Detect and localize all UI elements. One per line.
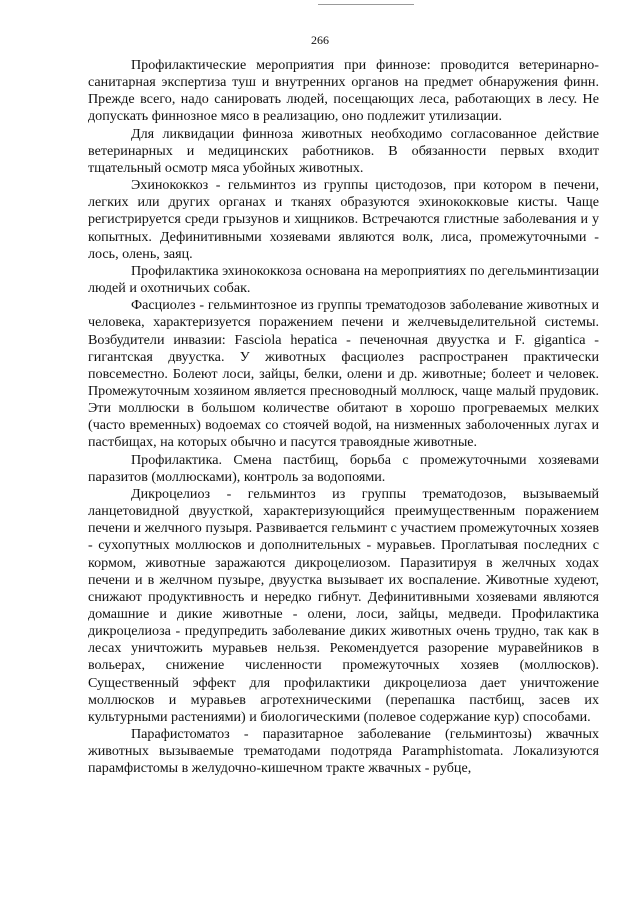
paragraph-finnosis-prevention: Профилактические мероприятия при финнозе: проводится ветеринарно-санитарная экспертиза туш и внутренних органов на предмет обнаружения финн. Прежде всего, надо санировать людей, посещающих леса, работающих в лесу. Не допускать финнозное мясо в реализацию, оно подлежит утилизации. (88, 57, 599, 125)
paragraph-fascioliasis-prevention: Профилактика. Смена пастбищ, борьба с промежуточными хозяевами паразитов (моллюсками), контроль за водопоями. (88, 451, 599, 485)
paragraph-finnosis-elimination: Для ликвидации финноза животных необходимо согласованное действие ветеринарных и медицинских работников. В обязанности первых входит тщательный осмотр мяса убойных животных. (88, 125, 599, 176)
page-number: 266 (311, 33, 329, 47)
paragraph-paramphistomatosis: Парафистоматоз - паразитарное заболевание (гельминтозы) жвачных животных вызываемые трематодами подотряда Paramphistomata. Локализуются парамфистомы в желудочно-кишечном тракте жвачных - рубце, (88, 726, 599, 777)
paragraph-fascioliasis: Фасциолез - гельминтозное из группы трематодозов заболевание животных и человека, характеризуется поражением печени и желчевыделительной системы. Возбудители инвазии: Fasciola hepatica - печеночная двуустка и F. gigantica - гигантская двуустка. У животных фасциолез распространен практически повсеместно. Болеют лоси, зайцы, белки, олени и др. животные; болеет и человек. Промежуточным хозяином является пресноводный моллюск, чаще малый прудовик. Эти моллюски в большом количестве обитают в хорошо прогреваемых мелких (часто временных) водоемах со стоячей водой, на низменных заболоченных лугах и пастбищах, на которых обычно и пасутся травоядные животные. (88, 297, 599, 451)
top-rule (318, 4, 414, 5)
paragraph-echinococcosis: Эхинококкоз - гельминтоз из группы цистодозов, при котором в печени, легких или других органах и тканях образуются эхинококковые кисты. Чаще регистрируется среди грызунов и хищников. Встречаются глистные заболевания и у копытных. Дефинитивными хозяевами являются волк, лиса, промежуточными - лось, олень, заяц. (88, 177, 599, 262)
paragraph-dicrocoeliasis: Дикроцелиоз - гельминтоз из группы трематодозов, вызываемый ланцетовидной двуусткой, характеризующийся преимущественным поражением печени и желчного пузыря. Развивается гельминт с участием промежуточных хозяев - сухопутных моллюсков и дополнительных - муравьев. Проглатывая последних с кормом, животные заражаются дикроцелиозом. Паразитируя в желчных ходах печени и в желчном пузыре, двуустка вызывает их воспаление. Животные худеют, снижают продуктивность и нередко гибнут. Дефинитивными хозяевами являются домашние и дикие животные - олени, лоси, зайцы, медведи. Профилактика дикроцелиоза - предупредить заболевание диких животных очень трудно, так как в лесах уничтожить муравьев нельзя. Рекомендуется разорение муравейников в вольерах, снижение численности промежуточных хозяев (моллюсков). Существенный эффект для профилактики дикроцелиоза дает уничтожение моллюсков и муравьев агротехническими (перепашка пастбищ, засев их культурными растениями) и биологическими (полевое содержание кур) способами. (88, 485, 599, 725)
paragraph-echinococcosis-prevention: Профилактика эхинококкоза основана на мероприятиях по дегельминтизации людей и охотничьих собак. (88, 262, 599, 297)
body-text (88, 57, 599, 778)
